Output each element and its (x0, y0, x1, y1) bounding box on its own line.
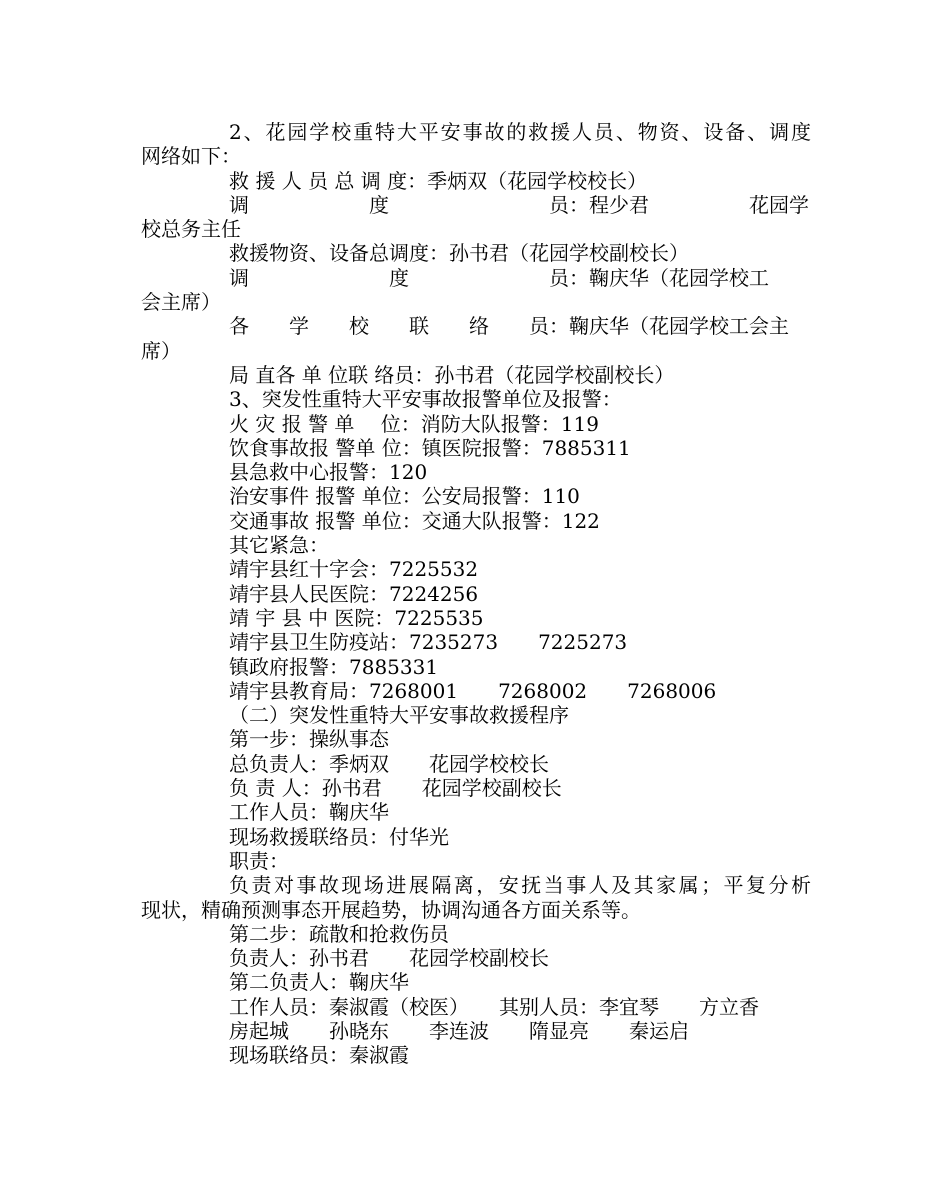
text-line: 救 援 人 员 总 调 度：季炳双（花园学校校长） (229, 168, 648, 193)
text-line: 总负责人：季炳双 花园学校校长 (229, 751, 549, 776)
text-line: 第二负责人：鞠庆华 (229, 970, 409, 995)
text-line: 现场救援联络员：付华光 (229, 824, 449, 849)
text-line: 火 灾 报 警 单 位：消防大队报警：119 (229, 411, 599, 436)
text-line: 治安事件 报警 单位：公安局报警：110 (229, 484, 580, 509)
text-line: 靖宇县教育局：7268001 7268002 7268006 (229, 678, 717, 703)
text-line: 救援物资、设备总调度：孙书君（花园学校副校长） (229, 241, 689, 266)
document-body (141, 120, 811, 1068)
text-line: 调 度 员：程少君 花园学 (229, 192, 809, 217)
text-line: 调 度 员：鞠庆华（花园学校工 (229, 265, 769, 290)
text-line: 房起城 孙晓东 李连波 隋显亮 秦运启 (229, 1018, 689, 1043)
text-line: 工作人员：鞠庆华 (229, 800, 389, 825)
text-line: 第一步：操纵事态 (229, 727, 389, 752)
text-line: 第二步：疏散和抢救伤员 (229, 921, 449, 946)
text-line: 现场联络员：秦淑霞 (229, 1043, 409, 1068)
text-line: 靖宇县卫生防疫站：7235273 7225273 (229, 630, 628, 655)
text-line: 工作人员：秦淑霞（校医） 其别人员：李宜琴 方立香 (229, 994, 759, 1019)
text-line: 网络如下： (141, 144, 241, 169)
text-line: 席） (141, 338, 181, 363)
text-line: 镇政府报警：7885331 (229, 654, 439, 679)
text-line: 其它紧急： (229, 533, 329, 558)
text-line: 3、突发性重特大平安事故报警单位及报警： (229, 387, 622, 412)
text-line: （二）突发性重特大平安事故救援程序 (229, 703, 569, 728)
text-line: 各 学 校 联 络 员：鞠庆华（花园学校工会主 (229, 314, 789, 339)
text-line: 局 直各 单 位联 络员：孙书君（花园学校副校长） (229, 362, 675, 387)
text-line: 靖宇县红十字会：7225532 (229, 557, 479, 582)
text-line: 2、花园学校重特大平安事故的救援人员、物资、设备、调度 (229, 120, 811, 144)
text-line: 现状，精确预测事态开展趋势，协调沟通各方面关系等。 (141, 897, 641, 922)
text-line: 校总务主任 (141, 217, 241, 242)
text-line: 交通事故 报警 单位：交通大队报警：122 (229, 508, 600, 533)
text-line: 负责对事故现场进展隔离，安抚当事人及其家属；平复分析 (229, 873, 811, 898)
text-line: 负责人：孙书君 花园学校副校长 (229, 946, 549, 971)
text-line: 负 责 人：孙书君 花园学校副校长 (229, 776, 562, 801)
text-line: 饮食事故报 警单 位：镇医院报警：7885311 (229, 435, 631, 460)
text-line: 职责： (229, 848, 289, 873)
text-line: 靖 宇 县 中 医院：7225535 (229, 605, 484, 630)
text-line: 会主席） (141, 290, 221, 315)
text-line: 县急救中心报警：120 (229, 460, 428, 485)
text-line: 靖宇县人民医院：7224256 (229, 581, 479, 606)
